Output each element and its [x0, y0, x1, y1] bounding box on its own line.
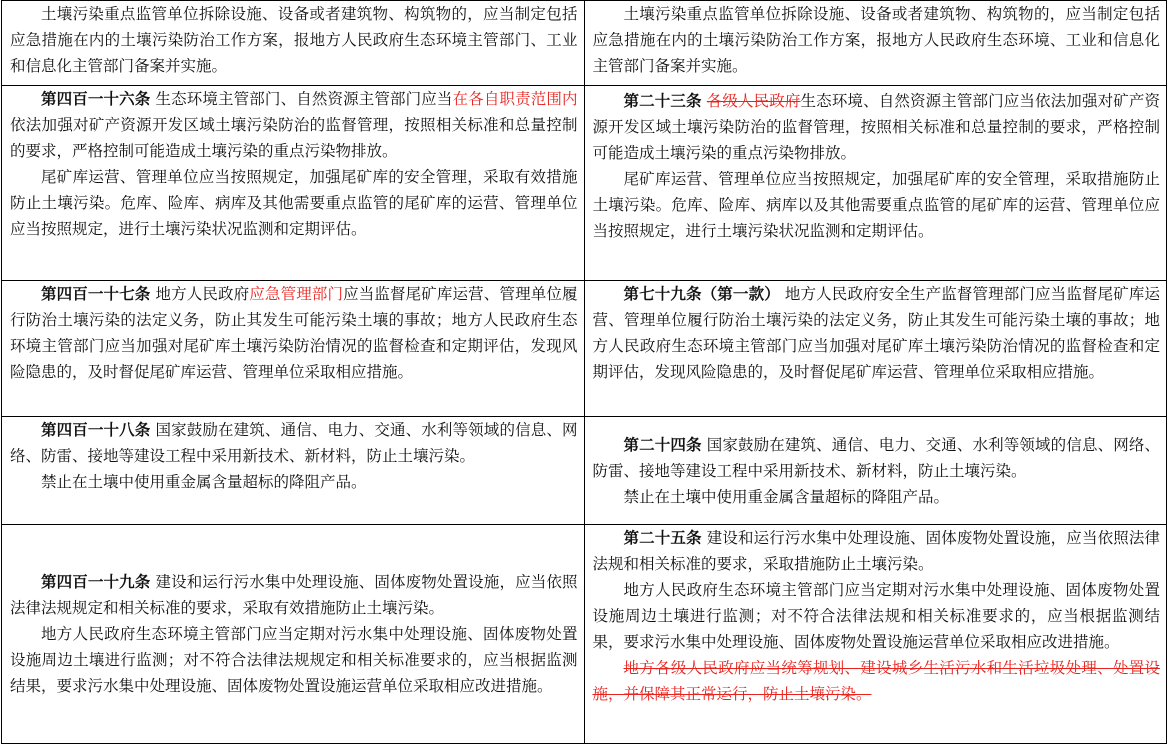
- clause-paragraph: [10, 1, 578, 79]
- text-run: 土壤污染重点监管单位拆除设施、设备或者建筑物、构筑物的，应当制定包括应急措施在内的土壤污染防治工作方案，报地方人民政府生态环境主管部门、工业和信息化主管部门备案并实施。: [10, 5, 578, 75]
- text-run: 建设和运行污水集中处理设施、固体废物处置设施，应当依照法律法规和相关标准的要求，采取措施防止土壤污染。: [592, 529, 1160, 573]
- text-run: 尾矿库运营、管理单位应当按照规定，加强尾矿库的安全管理，采取措施防止土壤污染。危库、险库、病库以及其他需要重点监管的尾矿库的运营、管理单位应当按照规定，进行土壤污染状况监测和定期评估。: [592, 170, 1160, 240]
- text-run: 生态环境主管部门、自然资源主管部门应当: [150, 90, 453, 108]
- text-run: 尾矿库运营、管理单位应当按照规定，加强尾矿库的安全管理，采取有效措施防止土壤污染。危库、险库、病库及其他需要重点监管的尾矿库的运营、管理单位应当按照规定，进行土壤污染状况监测和定期评估。: [10, 168, 578, 238]
- clause-paragraph: [593, 1, 1161, 79]
- clause-paragraph: [10, 86, 578, 164]
- clause-paragraph: [10, 417, 578, 469]
- table-row: [2, 1, 1167, 86]
- article-number: 第四百一十九条: [41, 572, 151, 591]
- text-run: 国家鼓励在建筑、通信、电力、交通、水利等领域的信息、网络、防雷、接地等建设工程中采用新技术、新材料，防止土壤污染。: [10, 421, 578, 465]
- table-row: [2, 525, 1167, 744]
- clause-paragraph: [10, 469, 578, 495]
- draft-cell: [2, 417, 585, 525]
- draft-cell: [2, 86, 585, 281]
- clause-paragraph: [593, 166, 1161, 244]
- text-run: 生态环境、自然资源主管部门应当依法加强对矿产资源开发区域土壤污染防治的监督管理，按照相关标准和总量控制的要求，严格控制可能造成土壤污染的重点污染物排放。: [592, 92, 1160, 162]
- table-row: [2, 86, 1167, 281]
- clause-paragraph: [10, 621, 578, 699]
- text-run: 建设和运行污水集中处理设施、固体废物处置设施，应当依照法律法规规定和相关标准的要求，采取有效措施防止土壤污染。: [10, 573, 578, 617]
- text-run: 地方人民政府: [150, 285, 250, 303]
- text-run: 地方人民政府生态环境主管部门应当定期对污水集中处理设施、固体废物处置设施周边土壤进行监测；对不符合法律法规和相关标准要求的，应当根据监测结果，要求污水集中处理设施、固体废物处置设施运营单位采取相应改进措施。: [592, 581, 1160, 651]
- current-law-cell: [584, 1, 1167, 86]
- article-number: 第二十三条: [623, 91, 702, 110]
- text-run: 土壤污染重点监管单位拆除设施、设备或者建筑物、构筑物的，应当制定包括应急措施在内的土壤污染防治工作方案，报地方人民政府生态环境、工业和信息化主管部门备案并实施。: [592, 5, 1160, 75]
- draft-cell: [2, 525, 585, 744]
- current-law-cell: [584, 281, 1167, 417]
- text-run: 应当监督尾矿库运营、管理单位履行防治土壤污染的法定义务，防止其发生可能污染土壤的事故；地方人民政府生态环境主管部门应当加强对尾矿库土壤污染防治情况的监督检查和定期评估，发现风险隐患的，及时督促尾矿库运营、管理单位采取相应措施。: [10, 285, 578, 381]
- article-number: 第四百一十六条: [41, 89, 151, 108]
- article-number: 第二十四条: [623, 434, 702, 454]
- text-run: 禁止在土壤中使用重金属含量超标的降阻产品。: [623, 487, 950, 506]
- clause-paragraph: [593, 577, 1161, 655]
- clause-paragraph: [593, 525, 1161, 577]
- deleted-text: 地方各级人民政府应当统筹规划、建设城乡生活污水和生活垃圾处理、处置设施，并保障其正常运行，防止土壤污染。: [592, 659, 1160, 703]
- article-number: 第二十五条: [623, 528, 702, 547]
- clause-paragraph: [10, 569, 578, 621]
- table-row: [2, 281, 1167, 417]
- clause-paragraph: [593, 484, 1161, 510]
- clause-paragraph: [593, 655, 1161, 707]
- clause-paragraph: [10, 281, 578, 385]
- added-text: 应急管理部门: [249, 285, 344, 303]
- table-row: [2, 417, 1167, 525]
- clause-paragraph: [593, 88, 1161, 166]
- added-text: 在各自职责范围内: [452, 90, 578, 108]
- current-law-cell: [584, 525, 1167, 744]
- text-run: 依法加强对矿产资源开发区域土壤污染防治的监督管理，按照相关标准和总量控制的要求，严格控制可能造成土壤污染的重点污染物排放。: [10, 116, 578, 160]
- draft-cell: [2, 281, 585, 417]
- clause-paragraph: [593, 281, 1161, 385]
- deleted-text: 各级人民政府: [706, 92, 801, 110]
- article-number: 第七十九条（第一款）: [623, 284, 780, 303]
- text-run: 禁止在土壤中使用重金属含量超标的降阻产品。: [41, 473, 367, 491]
- text-run: 地方人民政府生态环境主管部门应当定期对污水集中处理设施、固体废物处置设施周边土壤进行监测；对不符合法律法规规定和相关标准要求的，应当根据监测结果，要求污水集中处理设施、固体废物处置设施运营单位采取相应改进措施。: [10, 625, 578, 695]
- text-run: 国家鼓励在建筑、通信、电力、交通、水利等领域的信息、网络、防雷、接地等建设工程中采用新技术、新材料，防止土壤污染。: [592, 435, 1160, 480]
- draft-cell: [2, 1, 585, 86]
- current-law-cell: [584, 86, 1167, 281]
- law-comparison-table: [1, 0, 1167, 744]
- current-law-cell: [584, 417, 1167, 525]
- article-number: 第四百一十八条: [41, 420, 151, 439]
- clause-paragraph: [593, 432, 1161, 484]
- article-number: 第四百一十七条: [41, 284, 151, 303]
- clause-paragraph: [10, 164, 578, 242]
- text-run: 地方人民政府安全生产监督管理部门应当监督尾矿库运营、管理单位履行防治土壤污染的法定义务，防止其发生可能污染土壤的事故；地方人民政府生态环境主管部门应当加强对尾矿库土壤污染防治情况的监督检查和定期评估，发现风险隐患的，及时督促尾矿库运营、管理单位采取相应措施。: [592, 285, 1160, 381]
